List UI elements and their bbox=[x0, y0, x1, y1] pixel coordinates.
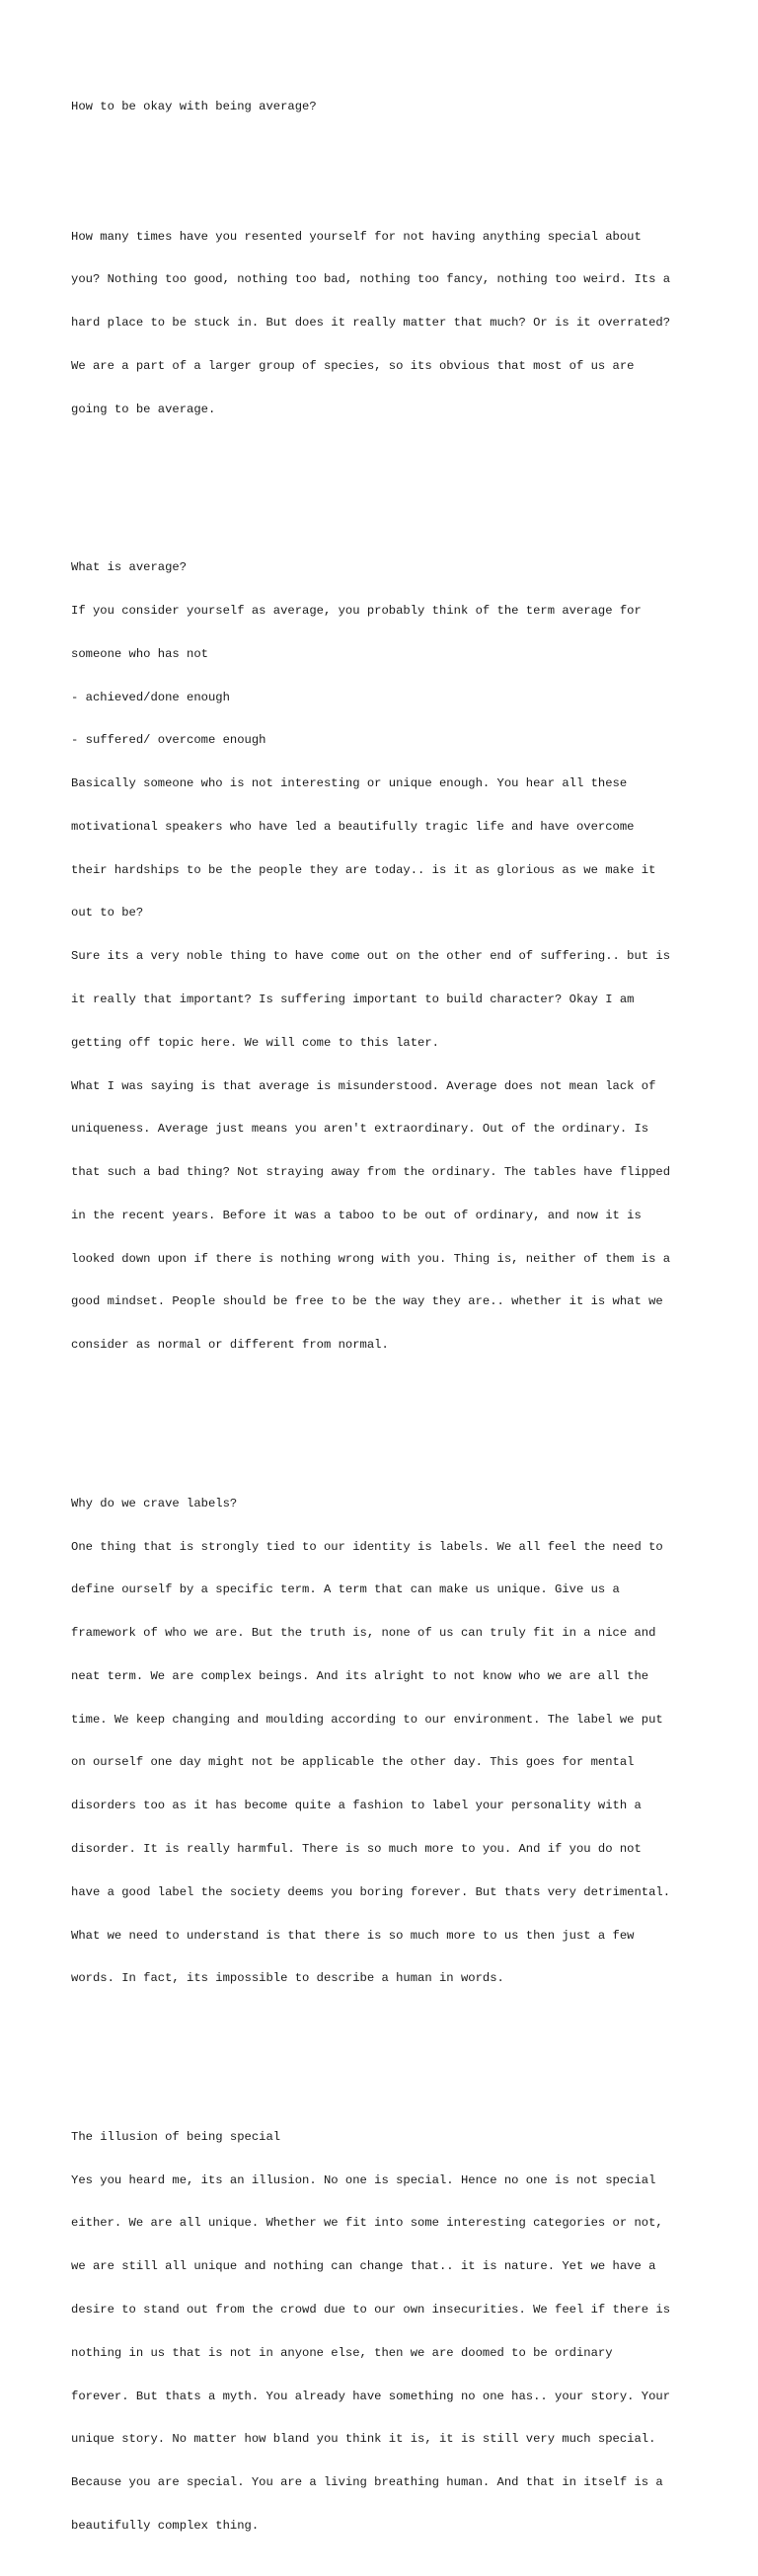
text-line: it really that important? Is suffering important to build character? Okay I am bbox=[71, 993, 635, 1006]
text-line: uniqueness. Average just means you aren't extraordinary. Out of the ordinary. Is bbox=[71, 1122, 649, 1137]
text-line: going to be average. bbox=[71, 402, 216, 416]
text-line: How many times have you resented yourself for not having anything special about bbox=[71, 229, 642, 244]
text-line: we are still all unique and nothing can change that.. it is nature. Yet we have a bbox=[71, 2259, 656, 2274]
text-line: someone who has not bbox=[71, 646, 208, 661]
text-line: Basically someone who is not interesting or unique enough. You hear all these bbox=[71, 776, 628, 791]
section-what-is-average bbox=[71, 532, 693, 1381]
text-line: time. We keep changing and moulding according to our environment. The label we put bbox=[71, 1712, 663, 1727]
document-page bbox=[71, 71, 693, 2576]
text-line: in the recent years. Before it was a taboo to be out of ordinary, and now it is bbox=[71, 1208, 642, 1222]
spacer bbox=[71, 475, 693, 489]
text-line: getting off topic here. We will come to this later. bbox=[71, 1035, 439, 1050]
text-line: forever. But thats a myth. You already have something no one has.. your story. Your bbox=[71, 2389, 671, 2403]
text-line: - achieved/done enough bbox=[71, 690, 230, 704]
section-illusion-of-special bbox=[71, 2101, 693, 2562]
text-line: If you consider yourself as average, you probably think of the term average for bbox=[71, 603, 642, 618]
spacer bbox=[71, 1410, 693, 1425]
text-line: that such a bad thing? Not straying away from the ordinary. The tables have flipped bbox=[71, 1165, 671, 1180]
text-line: nothing in us that is not in anyone else, then we are doomed to be ordinary bbox=[71, 2345, 613, 2360]
text-line: words. In fact, its impossible to describe a human in words. bbox=[71, 1971, 504, 1986]
text-line: - suffered/ overcome enough bbox=[71, 733, 266, 748]
text-line: on ourself one day might not be applicable the other day. This goes for mental bbox=[71, 1755, 635, 1770]
text-line: have a good label the society deems you boring forever. But thats very detrimental. bbox=[71, 1884, 671, 1899]
text-line: define ourself by a specific term. A term that can make us unique. Give us a bbox=[71, 1582, 620, 1597]
text-line: What we need to understand is that there is so much more to us then just a few bbox=[71, 1928, 635, 1943]
text-line: you? Nothing too good, nothing too bad, nothing too fancy, nothing too weird. Its a bbox=[71, 272, 671, 287]
text-line: desire to stand out from the crowd due to our own insecurities. We feel if there is bbox=[71, 2303, 671, 2318]
section-why-crave-labels bbox=[71, 1468, 693, 2016]
text-line: disorders too as it has become quite a fashion to label your personality with a bbox=[71, 1799, 642, 1813]
spacer bbox=[71, 2043, 693, 2058]
text-line: Because you are special. You are a living breathing human. And that in itself is a bbox=[71, 2475, 663, 2490]
text-line: out to be? bbox=[71, 906, 144, 920]
text-line: good mindset. People should be free to be the way they are.. whether it is what we bbox=[71, 1294, 663, 1309]
text-line: hard place to be stuck in. But does it really matter that much? Or is it overrated? bbox=[71, 316, 671, 331]
text-line: framework of who we are. But the truth is, none of us can truly fit in a nice and bbox=[71, 1626, 656, 1641]
text-line: unique story. No matter how bland you think it is, it is still very much special. bbox=[71, 2432, 656, 2447]
text-line: their hardships to be the people they are today.. is it as glorious as we make it bbox=[71, 862, 656, 877]
text-line: Yes you heard me, its an illusion. No one is special. Hence no one is not special bbox=[71, 2172, 656, 2187]
section-heading: What is average? bbox=[71, 560, 188, 575]
text-line: beautifully complex thing. bbox=[71, 2518, 260, 2533]
text-line: motivational speakers who have led a beautifully tragic life and have overcome bbox=[71, 819, 635, 834]
text-line: either. We are all unique. Whether we fit into some interesting categories or not, bbox=[71, 2216, 663, 2231]
text-line: looked down upon if there is nothing wrong with you. Thing is, neither of them is a bbox=[71, 1251, 671, 1266]
text-line: One thing that is strongly tied to our identity is labels. We all feel the need to bbox=[71, 1539, 663, 1554]
intro-paragraph bbox=[71, 200, 693, 445]
text-line: Sure its a very noble thing to have come out on the other end of suffering.. but is bbox=[71, 949, 671, 964]
document-title: How to be okay with being average? bbox=[71, 100, 317, 114]
text-line: disorder. It is really harmful. There is so much more to you. And if you do not bbox=[71, 1842, 642, 1857]
section-heading: The illusion of being special bbox=[71, 2129, 281, 2144]
text-line: What I was saying is that average is misunderstood. Average does not mean lack of bbox=[71, 1078, 656, 1093]
text-line: neat term. We are complex beings. And its alright to not know who we are all the bbox=[71, 1668, 649, 1683]
section-heading: Why do we crave labels? bbox=[71, 1496, 238, 1510]
text-line: consider as normal or different from normal. bbox=[71, 1338, 389, 1353]
text-line: We are a part of a larger group of species, so its obvious that most of us are bbox=[71, 358, 635, 373]
spacer bbox=[71, 143, 693, 158]
